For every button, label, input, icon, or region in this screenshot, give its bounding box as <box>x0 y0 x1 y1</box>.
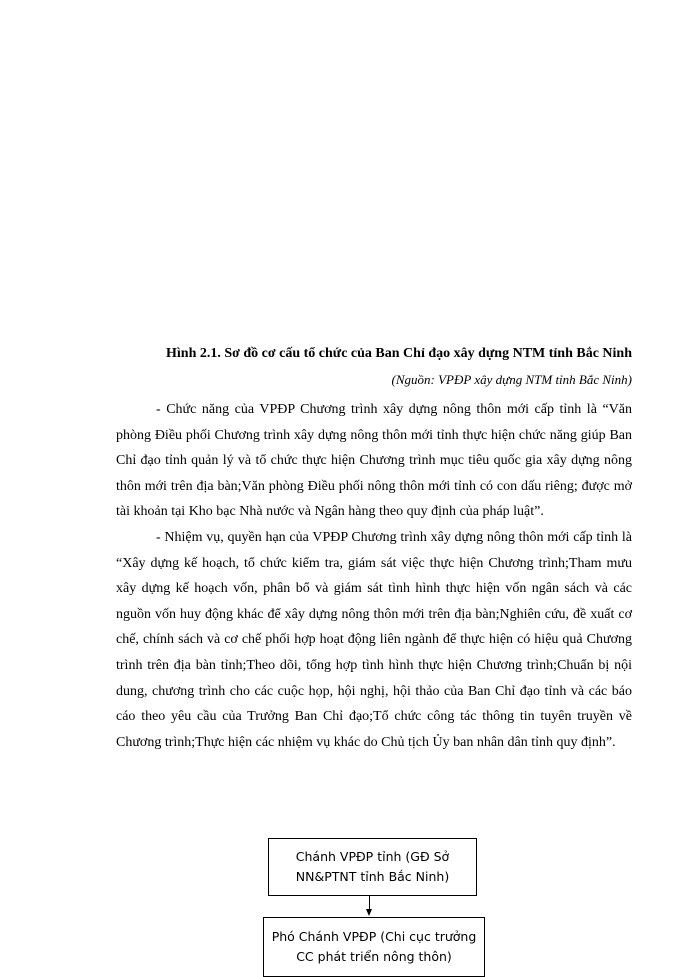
paragraph-functions: - Chức năng của VPĐP Chương trình xây dựng nông thôn mới cấp tỉnh là “Văn phòng Điều phối Chương trình xây dựng nông thôn mới tỉnh thực hiện chức năng giúp Ban Chỉ đạo tỉnh quản lý và tổ chức thực hiện Chương trình mục tiêu quốc gia xây dựng nông thôn mới trên địa bàn;Văn phòng Điều phối nông thôn mới tỉnh có con dấu riêng; được mở tài khoản tại Kho bạc Nhà nước và Ngân hàng theo quy định của pháp luật”. <box>116 402 632 520</box>
org-connector-line <box>369 896 370 910</box>
org-box-deputy <box>263 917 485 977</box>
arrow-down-icon <box>366 909 372 916</box>
org-box-deputy-label: Phó Chánh VPĐP (Chi cục trưởng CC phát triển nông thôn) <box>271 929 477 964</box>
figure-source-note: (Nguồn: VPĐP xây dựng NTM tỉnh Bắc Ninh) <box>391 372 632 387</box>
org-box-chief <box>268 838 477 896</box>
body-text <box>116 397 632 755</box>
paragraph-duties: - Nhiệm vụ, quyền hạn của VPĐP Chương trình xây dựng nông thôn mới cấp tỉnh là “Xây dựng kế hoạch, tổ chức kiểm tra, giám sát việc thực hiện Chương trình;Tham mưu xây dựng kế hoạch vốn, phân bổ và giám sát tình hình thực hiện vốn ngân sách và các nguồn vốn huy động khác để xây dựng nông thôn mới trên địa bàn;Nghiên cứu, đề xuất cơ chế, chính sách và cơ chế phối hợp hoạt động liên ngành để thực hiện có hiệu quả Chương trình trên địa bàn tỉnh;Theo dõi, tổng hợp tình hình thực hiện Chương trình;Chuẩn bị nội dung, chương trình cho các cuộc họp, hội nghị, hội thảo của Ban Chỉ đạo tỉnh và các báo cáo theo yêu cầu của Trưởng Ban Chỉ đạo;Tổ chức công tác thông tin tuyên truyền về Chương trình;Thực hiện các nhiệm vụ khác do Chủ tịch Ủy ban nhân dân tỉnh quy định”. <box>116 529 632 750</box>
figure-caption: Hình 2.1. Sơ đồ cơ cấu tổ chức của Ban Chỉ đạo xây dựng NTM tỉnh Bắc Ninh <box>166 346 632 361</box>
org-box-chief-label: Chánh VPĐP tỉnh (GĐ Sở NN&PTNT tỉnh Bắc Ninh) <box>295 849 450 884</box>
